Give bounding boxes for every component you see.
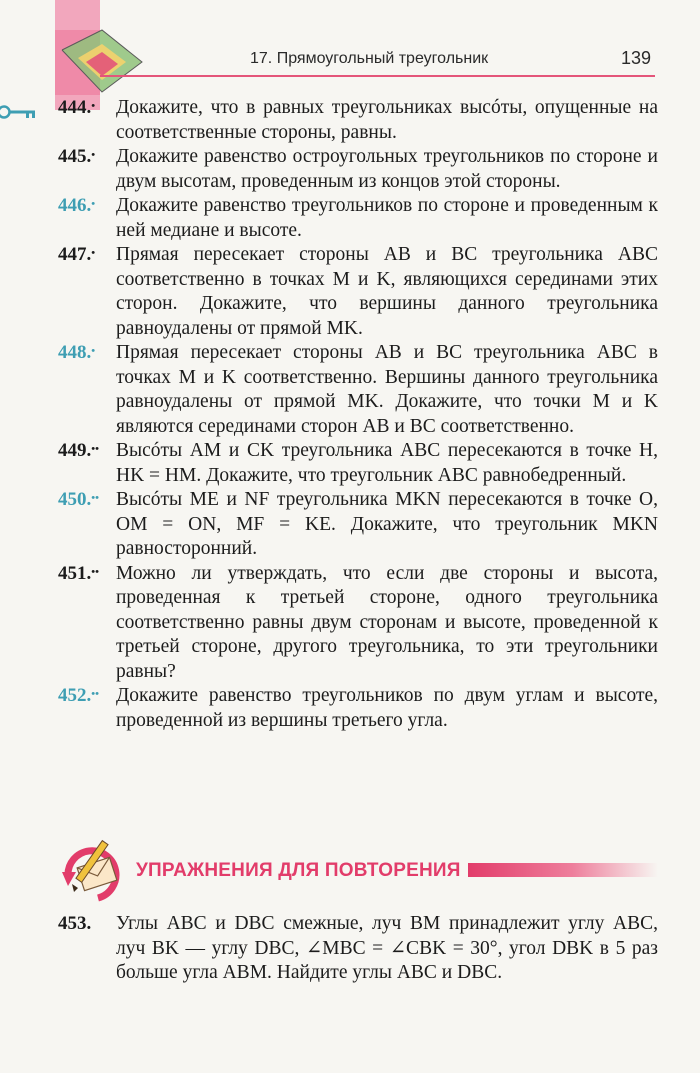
problem-item xyxy=(58,243,658,341)
chapter-title: 17. Прямоугольный треугольник xyxy=(250,50,489,67)
problem-number: 445.• xyxy=(58,146,96,167)
section-title: УПРАЖНЕНИЯ ДЛЯ ПОВТОРЕНИЯ xyxy=(136,860,461,881)
problem-text: Докажите, что в равных треугольниках высóты, опущенные на соответственные стороны, равны. xyxy=(116,97,658,143)
problem-number: 446.• xyxy=(58,195,96,216)
problem-text: Углы ABC и DBC смежные, луч BM принадлежит углу ABC, луч BK — углу DBC, ∠MBC = ∠CBK = 30°, угол DBK в 5 раз больше угла ABM. Найдите углы ABC и DBC. xyxy=(116,913,658,983)
difficulty-mark: • xyxy=(91,345,96,357)
problem-text: Докажите равенство треугольников по стороне и проведенным к ней медиане и высоте. xyxy=(116,195,658,241)
problem-number: 447.• xyxy=(58,244,96,265)
difficulty-mark: •• xyxy=(91,443,99,455)
section-header xyxy=(58,832,658,908)
problem-item xyxy=(58,439,658,488)
difficulty-mark: • xyxy=(91,149,96,161)
problem-number: 452.•• xyxy=(58,685,99,706)
problem-item xyxy=(58,488,658,562)
problem-number: 448.• xyxy=(58,342,96,363)
difficulty-mark: •• xyxy=(91,565,99,578)
problem-item xyxy=(58,684,658,733)
section-bar xyxy=(468,863,658,877)
problem-text: Высóты ME и NF треугольника MKN пересекаются в точке O, OM = ON, MF = KE. Докажите, что треугольник MKN равносторонний. xyxy=(116,489,658,559)
difficulty-mark: •• xyxy=(91,492,99,504)
difficulty-mark: •• xyxy=(91,688,99,700)
problem-text: Докажите равенство остроугольных треугольников по стороне и двум высотам, проведенным из концов этой стороны. xyxy=(116,146,658,192)
key-icon xyxy=(0,104,40,120)
problem-number: 451.•• xyxy=(58,562,99,584)
page-number: 139 xyxy=(620,48,651,68)
header-rule xyxy=(100,75,655,77)
problem-item xyxy=(58,341,658,439)
problem-number: 449.•• xyxy=(58,440,99,461)
difficulty-mark: • xyxy=(91,247,96,259)
problem-item xyxy=(58,145,658,194)
problem-text: Прямая пересекает стороны AB и BC треугольника ABC соответственно в точках M и K, являющихся серединами этих сторон. Докажите, что вершины данного треугольника равноудалены от прямой MK. xyxy=(116,244,658,339)
problem-text: Высóты AM и CK треугольника ABC пересекаются в точке H, HK = HM. Докажите, что треугольник ABC равнобедренный. xyxy=(116,440,658,486)
problem-text: Можно ли утверждать, что если две стороны и высота, проведенная к третьей стороне, одного треугольника соответственно равны двум сторонам и высоте, проведенной к третьей стороне, другого треугольника, то эти треугольники равны? xyxy=(116,562,658,682)
difficulty-mark: • xyxy=(91,100,96,112)
problem-list xyxy=(58,96,658,733)
problem-text: Докажите равенство треугольников по двум углам и высоте, проведенной из вершины третьего угла. xyxy=(116,685,658,731)
problem-item xyxy=(58,96,658,145)
problem-item xyxy=(58,562,658,685)
page-header xyxy=(100,48,655,78)
review-problem-list xyxy=(58,912,658,986)
problem-number: 453. xyxy=(58,913,92,934)
difficulty-mark: • xyxy=(91,198,96,210)
problem-item xyxy=(58,912,658,986)
problem-item xyxy=(58,194,658,243)
problem-number: 444.• xyxy=(58,97,96,118)
problem-number: 450.•• xyxy=(58,489,99,510)
pencil-envelope-icon xyxy=(58,832,132,908)
problem-text: Прямая пересекает стороны AB и BC треугольника ABC в точках M и K соответственно. Вершины данного треугольника равноудалены от прямой MK. Докажите, что точки M и K являются серединами сторон AB и BC соответственно. xyxy=(116,342,658,437)
